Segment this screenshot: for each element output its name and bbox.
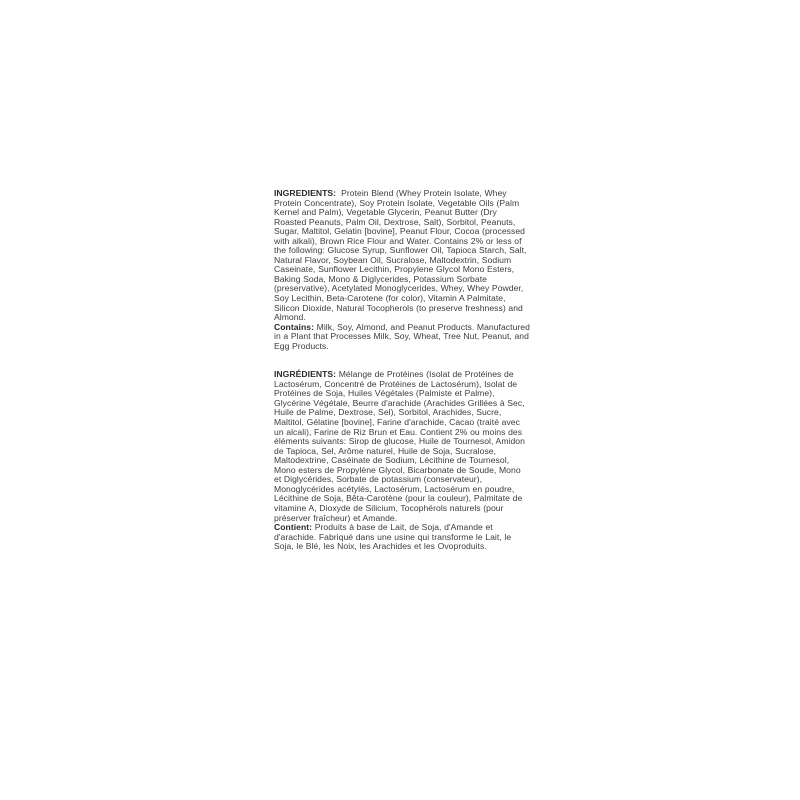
english-ingredients-heading: INGREDIENTS: <box>274 188 337 198</box>
french-contains-text: Produits à base de Lait, de Soja, d'Amande et d'arachide. Fabriqué dans une usine qui transforme le Lait, le Soja, le Blé, les Noix, les Arachides et les Ovoproduits. <box>274 522 512 552</box>
french-ingredients-heading: INGRÉDIENTS: <box>274 369 337 380</box>
french-contains-heading: Contient: <box>274 522 313 533</box>
french-ingredients-section <box>274 370 530 551</box>
ingredients-label-panel <box>274 189 530 552</box>
french-ingredients-text: Mélange de Protéines (Isolat de Protéines de Lactosérum, Concentré de Protéines de Lactosérum), Isolat de Protéines de Soja, Huiles Végétales (Palmiste et Palme), Glycérine Végétale, Beurre d'arachide (Arachides Grillées à Sec, Huile de Palme, Dextrose, Sel), Sorbitol, Arachides, Sucre, Maltitol, Gélatine [bovine], Farine d'arachide, Cacao (traité avec un alcali), Farine de Riz Brun et Eau. Contient 2% ou moins des éléments suivants: Sirop de glucose, Huile de Tournesol, Amidon de Tapioca, Sel, Arôme naturel, Huile de Soja, Sucralose, Maltodextrine, Caséinate de Sodium, Lécithine de Tournesol, Mono esters de Propylène Glycol, Bicarbonate de Soude, Mono et Diglycérides, Sorbate de potassium (conservateur), Monoglycérides acétylés, Lactosérum, Lactosérum en poudre, Lécithine de Soja, Bêta-Carotène (pour la couleur), Palmitate de vitamine A, Dioxyde de Silicium, Tocophérols naturels (pour préserver fraîcheur) et Amande. <box>274 369 525 523</box>
english-contains-heading: Contains: <box>274 321 314 332</box>
french-ingredients-paragraph <box>274 370 530 523</box>
french-contains-paragraph <box>274 523 530 552</box>
english-ingredients-section <box>274 189 530 351</box>
english-ingredients-text: Protein Blend (Whey Protein Isolate, Whey Protein Concentrate), Soy Protein Isolate, Vegetable Oils (Palm Kernel and Palm), Vegetable Glycerin, Peanut Butter (Dry Roasted Peanuts, Palm Oil, Dextrose, Salt), Sorbitol, Peanuts, Sugar, Maltitol, Gelatin [bovine], Peanut Flour, Cocoa (processed with alkali), Brown Rice Flour and Water. Contains 2% or less of the following: Glucose Syrup, Sunflower Oil, Tapioca Starch, Salt, Natural Flavor, Soybean Oil, Sucralose, Maltodextrin, Sodium Caseinate, Sunflower Lecithin, Propylene Glycol Mono Esters, Baking Soda, Mono & Diglycerides, Potassium Sorbate (preservative), Acetylated Monoglycerides, Whey, Whey Powder, Soy Lecithin, Beta-Carotene (for color), Vitamin A Palmitate, Silicon Dioxide, Natural Tocopherols (to preserve freshness) and Almond. <box>274 188 527 323</box>
english-contains-paragraph <box>274 323 530 352</box>
english-ingredients-paragraph <box>274 189 530 323</box>
english-contains-text: Milk, Soy, Almond, and Peanut Products. Manufactured in a Plant that Processes Milk, Soy, Wheat, Tree Nut, Peanut, and Egg Products. <box>274 321 530 351</box>
